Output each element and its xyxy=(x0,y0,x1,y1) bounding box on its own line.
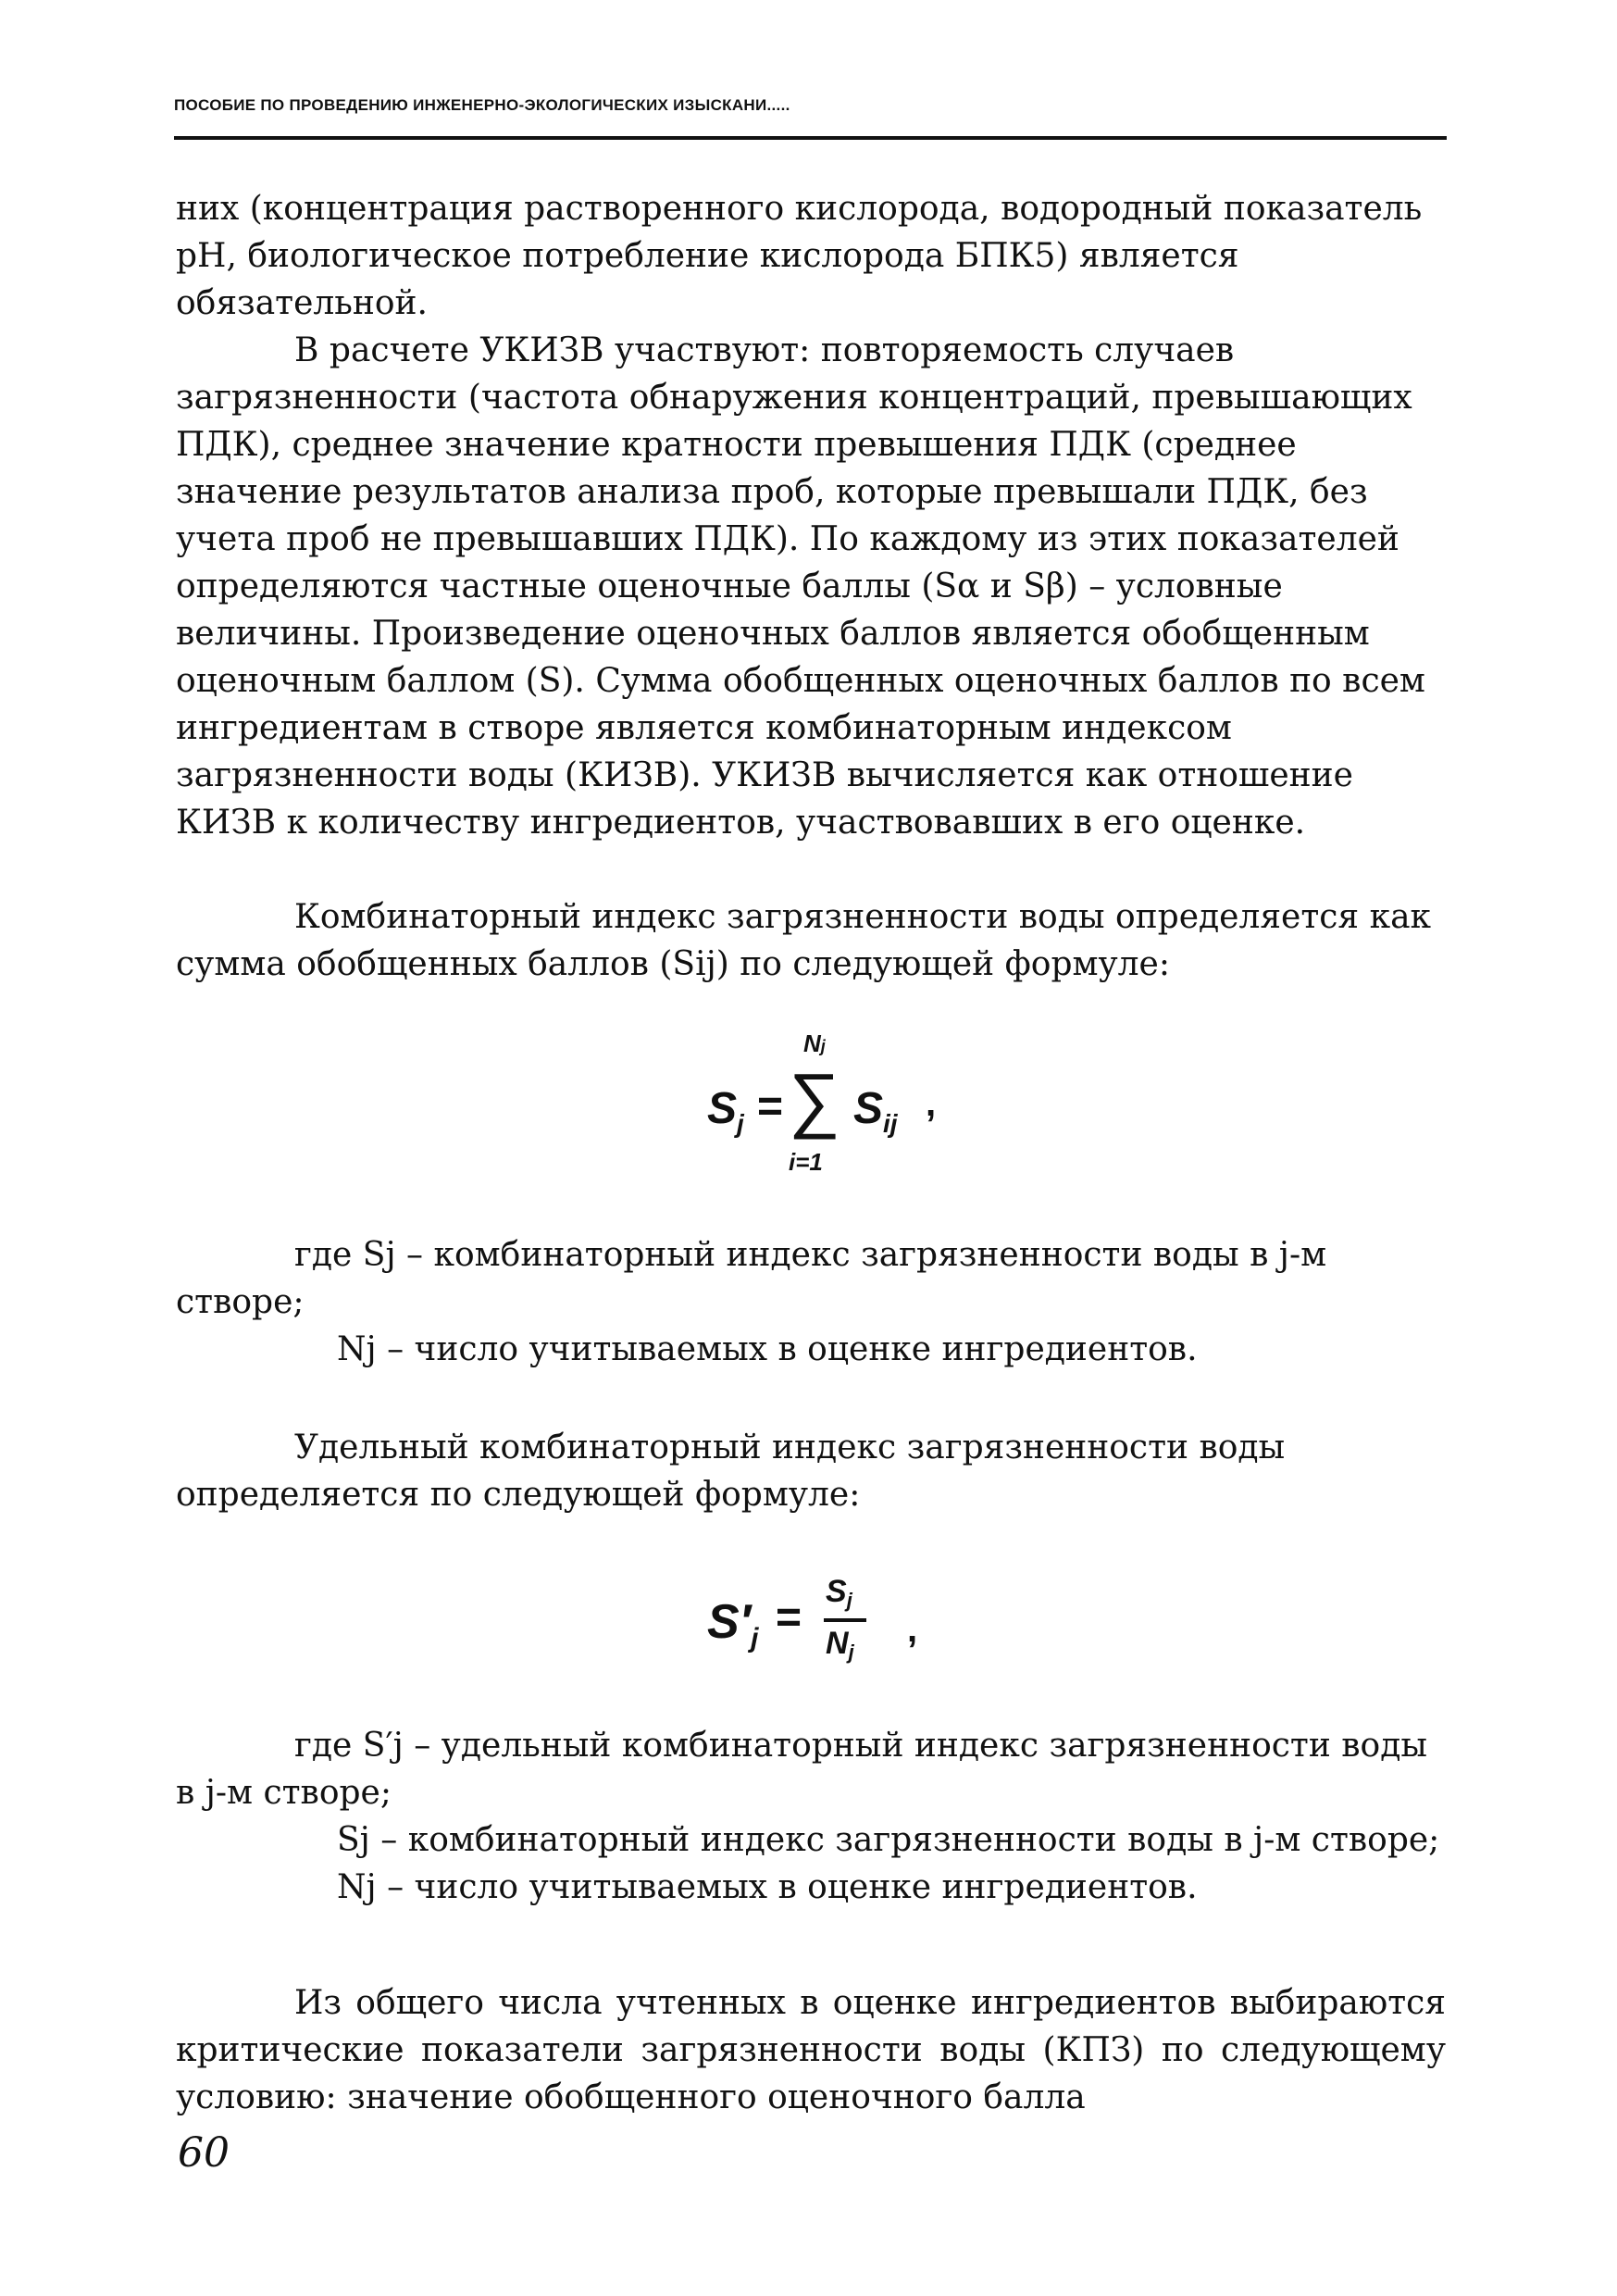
formula1-term: $S_{ij}$ xyxy=(853,1084,898,1138)
paragraph-5 xyxy=(176,1979,1446,2121)
header-rule xyxy=(174,136,1447,140)
formula1-comma: , xyxy=(926,1083,937,1124)
where2-line-1: где S′j – удельный комбинаторный индекс загрязненности воды в j-м створе; xyxy=(176,1727,1428,1812)
running-header: ПОСОБИЕ ПО ПРОВЕДЕНИЮ ИНЖЕНЕРНО-ЭКОЛОГИЧЕСКИХ ИЗЫСКАНИ..... xyxy=(174,96,790,114)
page-number: 60 xyxy=(178,2129,230,2177)
formula2-comma: , xyxy=(907,1609,918,1650)
formula2-equals: = xyxy=(776,1593,802,1642)
paragraph-1 xyxy=(176,185,1446,327)
sigma-icon: ∑ xyxy=(789,1058,840,1140)
formula2-lhs: S′j xyxy=(707,1595,759,1653)
fraction-bar xyxy=(824,1618,866,1622)
paragraph-4 xyxy=(176,1424,1446,1518)
paragraph-2 xyxy=(176,327,1446,846)
paragraph-3 xyxy=(176,893,1446,988)
paragraph-2-text: В расчете УКИЗВ участвуют: повторяемость случаев загрязненности (частота обнаружения концентраций, превышающих ПДК), среднее значение кратности превышения ПДК (среднее значение результатов анализа проб, которые превышали ПДК, без учета проб не превышавших ПДК). По каждому из этих показателей определяются частные оценочные баллы (Sα и Sβ) – условные величины. Произведение оценочных баллов является обобщенным оценочным баллом (S). Сумма обобщенных оценочных баллов по всем ингредиентам в створе является комбинаторным индексом загрязненности воды (КИЗВ). УКИЗВ вычисляется как отношение КИЗВ к количеству ингредиентов, участвовавших в его оценке. xyxy=(176,331,1425,842)
formula2-denominator: Nj xyxy=(826,1626,854,1664)
where2-line-3: Nj – число учитываемых в оценке ингредиентов. xyxy=(337,1868,1198,1906)
formula1-equals: = xyxy=(757,1082,784,1131)
paragraph-5-text: Из общего числа учтенных в оценке ингредиентов выбираются критические показатели загрязненности воды (КПЗ) по следующему условию: значение обобщенного оценочного балла xyxy=(176,1984,1446,2116)
where-block-2 xyxy=(176,1722,1446,1911)
paragraph-4-text: Удельный комбинаторный индекс загрязненности воды определяется по следующей формуле: xyxy=(176,1429,1286,1514)
formula1-lower: i=1 xyxy=(789,1148,823,1176)
where2-line-2: Sj – комбинаторный индекс загрязненности воды в j-м створе; xyxy=(337,1821,1440,1859)
formula1-upper: Nj xyxy=(803,1029,826,1057)
paragraph-1-text: них (концентрация растворенного кислорода, водородный показатель pH, биологическое потребление кислорода БПК5) является обязательной. xyxy=(176,190,1423,322)
where1-line-1: где Sj – комбинаторный индекс загрязненности воды в j-м створе; xyxy=(176,1236,1327,1321)
formula2-numerator: Sj xyxy=(826,1574,852,1612)
where-block-1 xyxy=(176,1231,1446,1373)
paragraph-3-text: Комбинаторный индекс загрязненности воды определяется как сумма обобщенных баллов (Sij) по следующей формуле: xyxy=(176,898,1432,983)
where1-line-2: Nj – число учитываемых в оценке ингредиентов. xyxy=(337,1330,1198,1368)
formula1-lhs: $S_j$ xyxy=(707,1084,744,1138)
